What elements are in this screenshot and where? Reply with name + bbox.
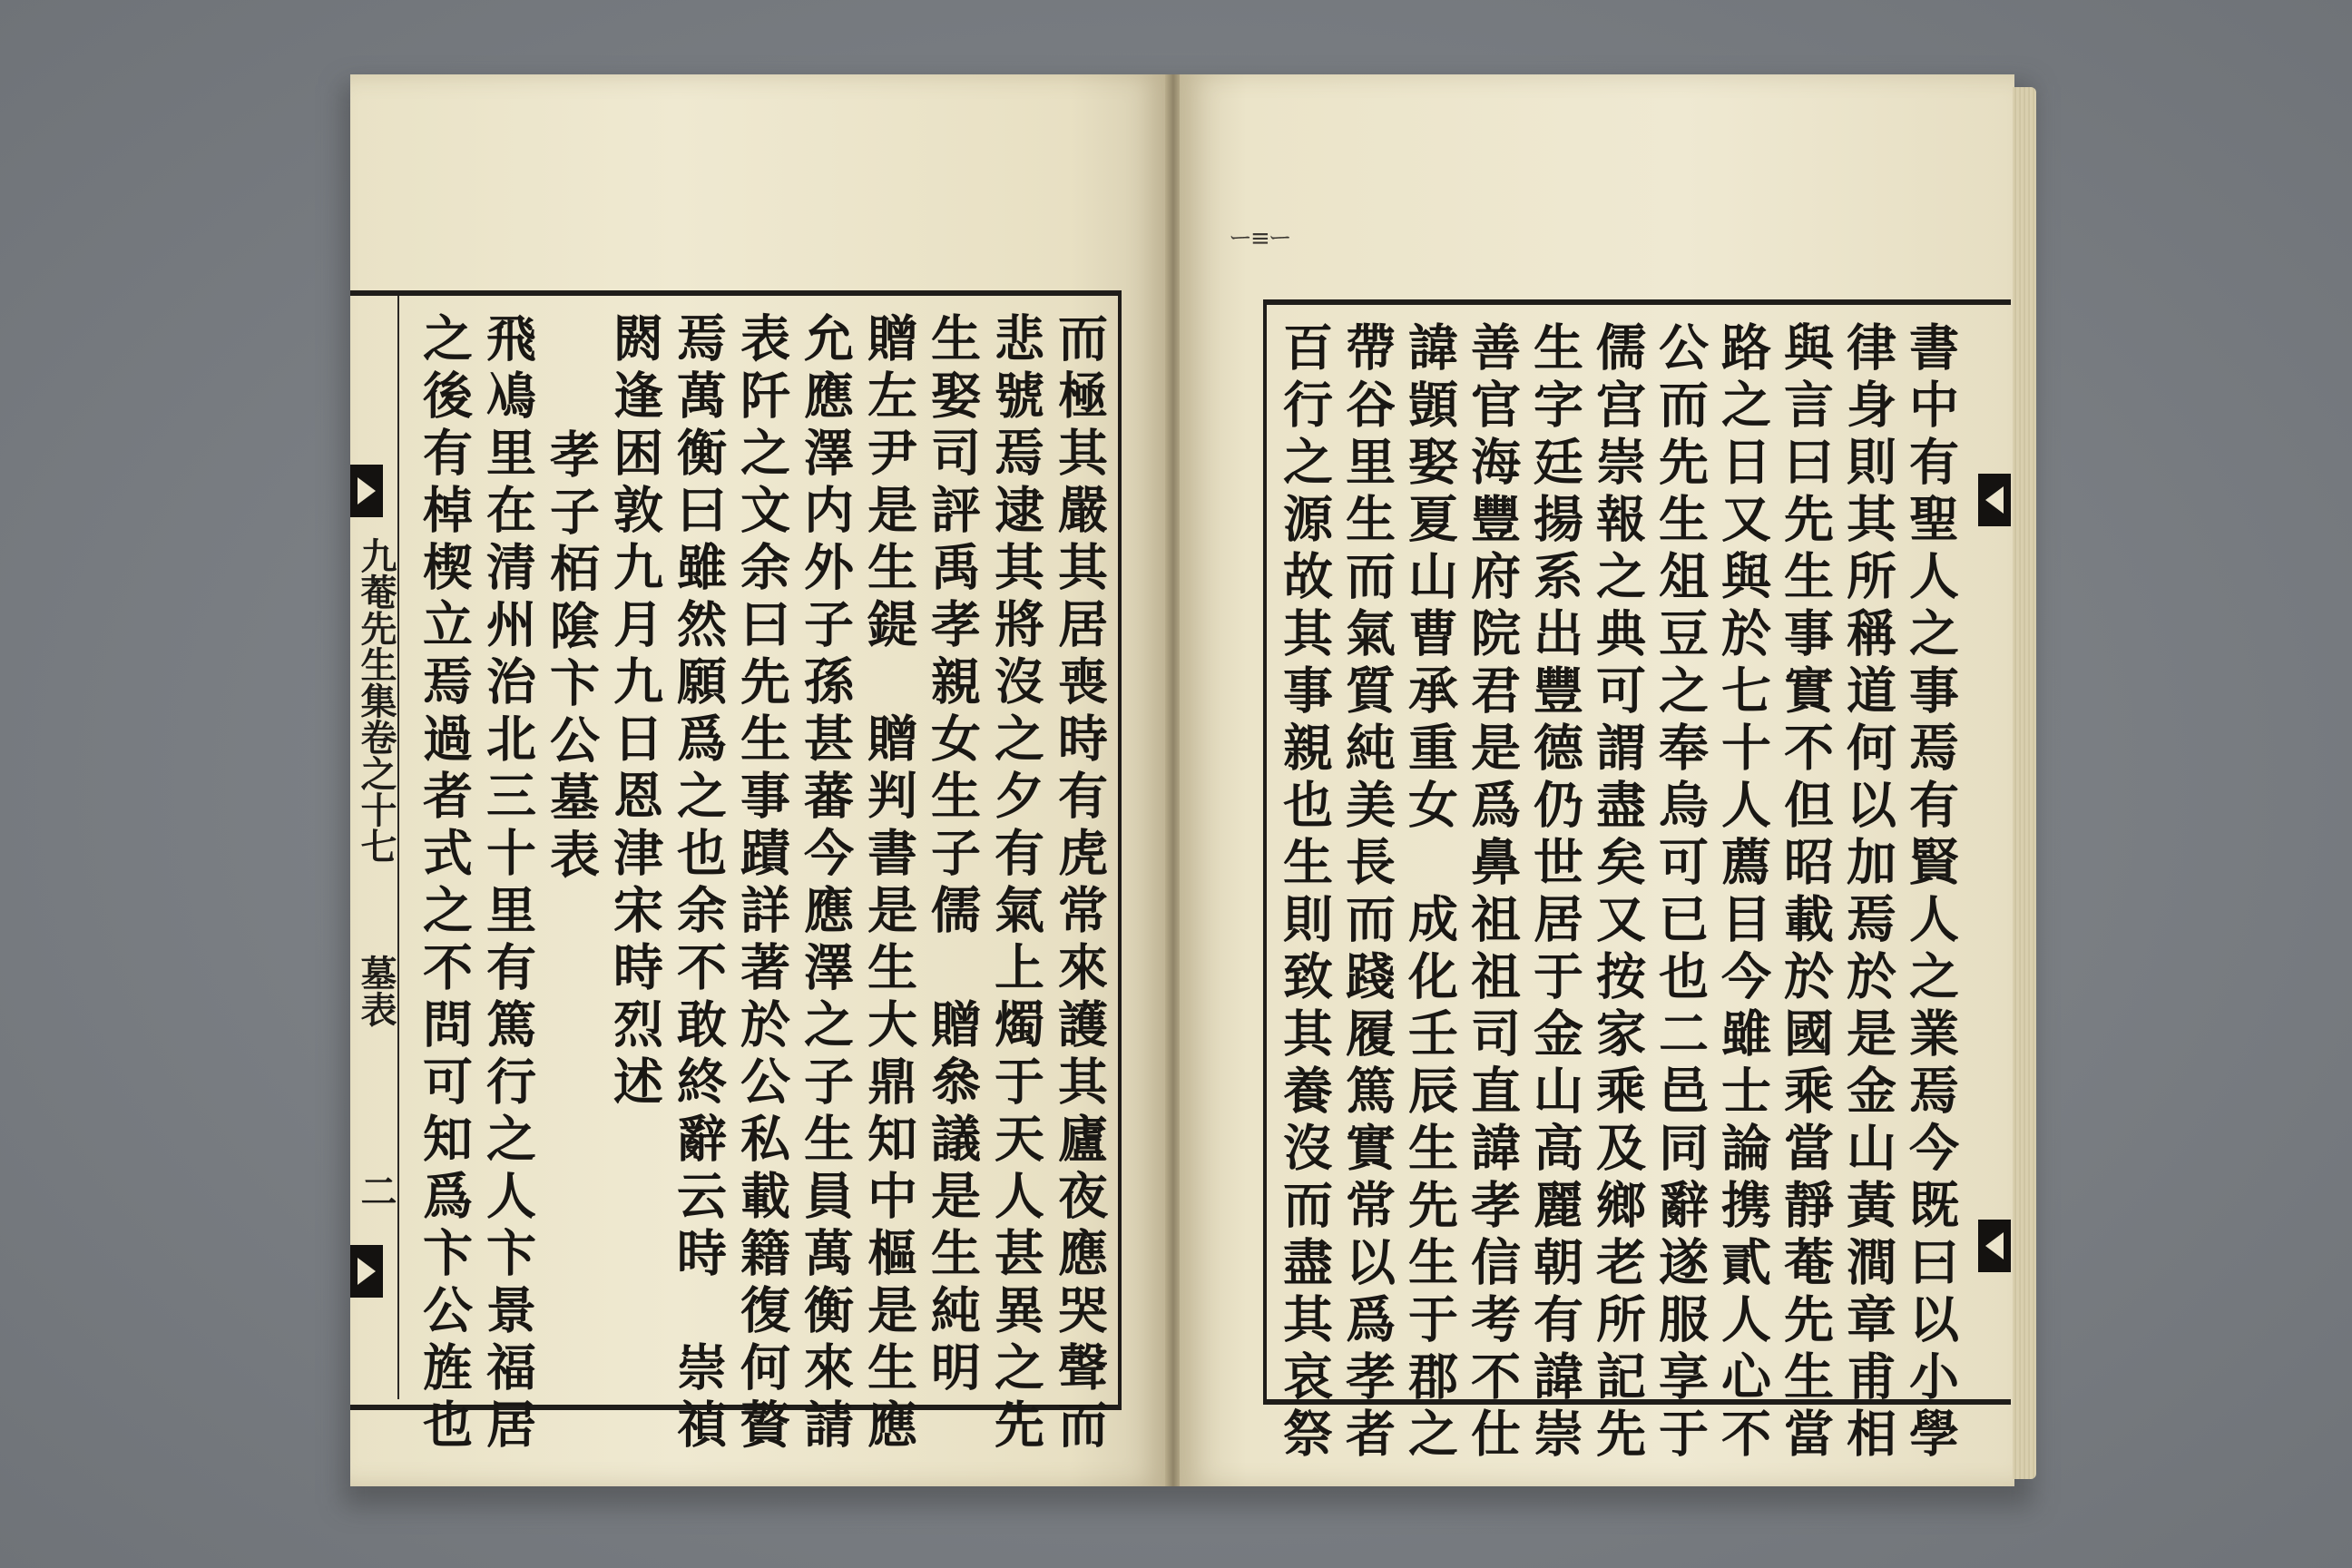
text-column: 儒宫崇報之典可謂盡矣又按家乘及鄉老所記先 [1588,321,1647,1465]
fish-tail-top-icon [350,465,383,517]
fish-tail-bottom-icon [1978,1220,2011,1272]
section-heading: 孝子栢隂卞公墓表 [542,428,601,886]
text-column: 諱顗娶夏山曹承重女 成化壬辰生先生于郡之 [1400,321,1459,1465]
text-column: 而極其嚴其居喪時有虎常來護其廬夜應哭聲而 [1050,312,1109,1455]
fish-tail-top-icon [1978,474,2011,526]
text-column: 律身則其所稱道何以加焉於是金山黃澗章甫相 [1838,321,1897,1465]
right-page [1180,74,2014,1486]
text-column: 百行之源故其事親也生則致其養沒而盡其哀祭 [1275,321,1334,1465]
margin-title: 九菴先生集卷之十七 [355,537,397,864]
text-column: 善官海豐府院君是爲鼻祖祖司直諱孝信考不仕 [1463,321,1522,1465]
text-column: 書中有聖人之事焉有賢人之業焉今既曰以小學 [1901,321,1960,1465]
text-column: 贈左尹是生鍉 贈判書是生大鼎知中樞是生應 [859,312,918,1455]
text-column: 公而先生俎豆之奉烏可已也二邑同辭遂服享于 [1651,321,1710,1465]
text-column: 與言曰先生事實不但昭載於國乘當靜菴先生當 [1776,321,1835,1465]
fish-tail-bottom-icon [350,1245,383,1298]
text-column: 允應澤内外子孫甚蕃今應澤之子生員萬衡來請 [796,312,855,1455]
ink-mark: ー≡ー [1229,225,1290,252]
text-column: 生娶司評禹孝親女生子儒 贈叅議是生純明 [923,312,982,1398]
text-column: 生字廷揚系出豐德仍世居于金山高麗朝有諱崇 [1525,321,1584,1465]
text-column: 之後有棹楔立焉過者式之不問可知爲卞公旌也 [415,312,474,1455]
text-column: 帶谷里生而氣質純美長而踐履篤實常以爲孝者 [1338,321,1396,1465]
margin-page-number: 二 [355,1172,397,1209]
text-column: 焉萬衡曰雖然願爲之也余不敢終辭云時 崇禎 [669,312,728,1455]
margin-section: 墓表 [355,955,397,1027]
text-column: 悲號焉逮其將沒之夕有氣上燭于天人甚異之先 [986,312,1045,1455]
page-edges [2013,87,2036,1479]
text-column: 閼逢困敦九月九日恩津宋時烈述 [605,312,664,1112]
text-column: 表阡之文余曰先生事蹟詳著於公私載籍復何贅 [732,312,791,1455]
text-column: 飛鳰里在清州治北三十里有篤行之人卞景福居 [478,312,537,1455]
left-page [350,74,1167,1486]
text-column: 路之日又與於七十人薦目今雖士論携貳人心不 [1713,321,1772,1465]
column-rule [397,296,399,1399]
